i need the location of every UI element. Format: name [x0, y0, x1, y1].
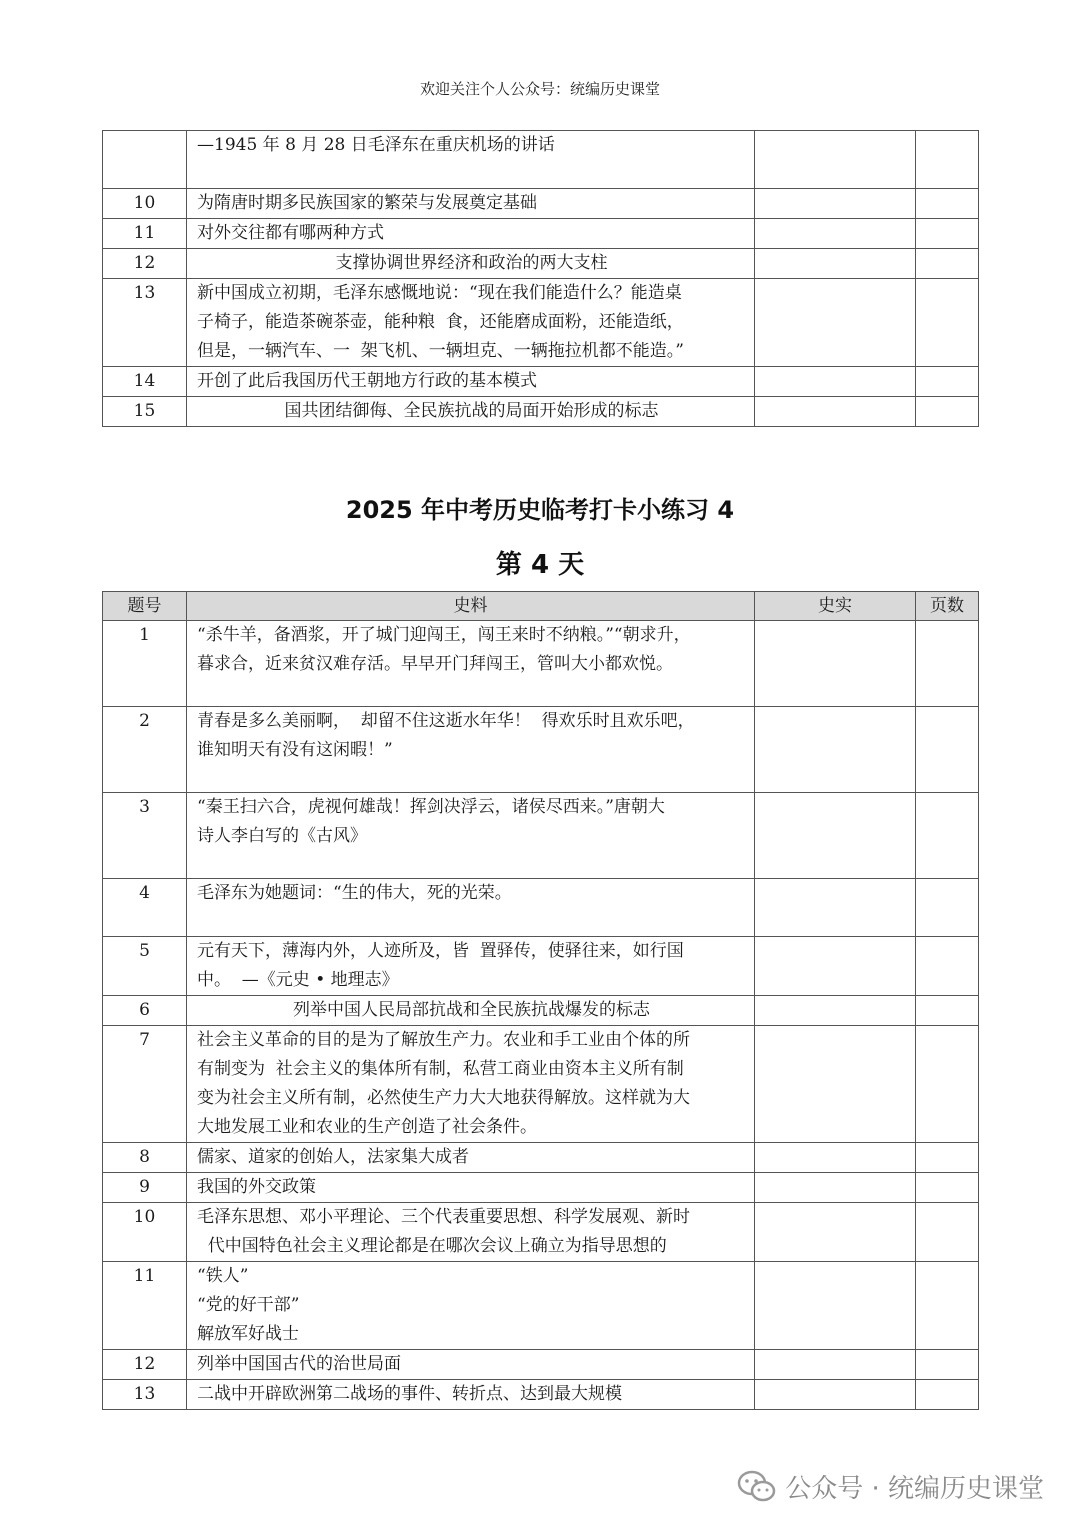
source-line: 我国的外交政策 — [197, 1177, 316, 1197]
page-cell[interactable] — [916, 249, 979, 279]
source-text — [187, 1203, 755, 1262]
source-text — [187, 621, 755, 707]
question-number: 4 — [103, 879, 187, 937]
bottom-table — [102, 591, 979, 1410]
page-cell[interactable] — [916, 131, 979, 189]
source-line: 为隋唐时期多民族国家的繁荣与发展奠定基础 — [197, 193, 537, 213]
source-line: 元有天下，薄海内外，人迹所及，皆 置驿传，使驿往来，如行国 — [197, 941, 684, 961]
source-line: 列举中国人民局部抗战和全民族抗战爆发的标志 — [293, 1000, 650, 1020]
fact-cell[interactable] — [755, 937, 916, 996]
table-row — [103, 1026, 979, 1143]
source-line: 新中国成立初期，毛泽东感慨地说：“现在我们能造什么？能造桌 — [197, 283, 682, 303]
table-row — [103, 367, 979, 397]
table-row — [103, 621, 979, 707]
question-number: 12 — [103, 1350, 187, 1380]
page-cell[interactable] — [916, 879, 979, 937]
source-line: 开创了此后我国历代王朝地方行政的基本模式 — [197, 371, 537, 391]
header-page: 页数 — [916, 592, 979, 621]
question-number: 10 — [103, 1203, 187, 1262]
question-number: 12 — [103, 249, 187, 279]
watermark — [737, 1468, 1044, 1505]
fact-cell[interactable] — [755, 219, 916, 249]
fact-cell[interactable] — [755, 1026, 916, 1143]
fact-cell[interactable] — [755, 1380, 916, 1410]
source-text — [187, 1143, 755, 1173]
table-row — [103, 1262, 979, 1350]
question-number: 11 — [103, 1262, 187, 1350]
page-cell[interactable] — [916, 279, 979, 367]
table-row — [103, 996, 979, 1026]
question-number: 2 — [103, 707, 187, 793]
fact-cell[interactable] — [755, 707, 916, 793]
source-line: “铁人” — [197, 1266, 249, 1286]
table-row — [103, 189, 979, 219]
source-line: 对外交往都有哪两种方式 — [197, 223, 384, 243]
fact-cell[interactable] — [755, 131, 916, 189]
question-number: 10 — [103, 189, 187, 219]
day-title: 第 4 天 — [495, 550, 585, 580]
question-number: 14 — [103, 367, 187, 397]
fact-cell[interactable] — [755, 621, 916, 707]
source-line: 毛泽东为她题词：“生的伟大，死的光荣。 — [197, 883, 512, 903]
source-text — [187, 279, 755, 367]
question-number: 5 — [103, 937, 187, 996]
fact-cell[interactable] — [755, 279, 916, 367]
source-line: 解放军好战士 — [197, 1324, 299, 1344]
header-row — [103, 592, 979, 621]
source-text — [187, 1350, 755, 1380]
page-cell[interactable] — [916, 707, 979, 793]
header-source: 史料 — [187, 592, 755, 621]
page-cell[interactable] — [916, 793, 979, 879]
table-row — [103, 879, 979, 937]
watermark-text: 公众号 · 统编历史课堂 — [785, 1474, 1044, 1504]
fact-cell[interactable] — [755, 1143, 916, 1173]
fact-cell[interactable] — [755, 189, 916, 219]
question-number: 7 — [103, 1026, 187, 1143]
source-line: 变为社会主义所有制，必然使生产力大大地获得解放。这样就为大 — [197, 1088, 690, 1108]
question-number: 1 — [103, 621, 187, 707]
source-text — [187, 219, 755, 249]
question-number: 13 — [103, 279, 187, 367]
source-text — [187, 131, 755, 189]
table-row — [103, 1380, 979, 1410]
question-number: 15 — [103, 397, 187, 427]
source-line: 谁知明天有没有这闲暇！” — [197, 740, 393, 760]
question-number: 9 — [103, 1173, 187, 1203]
source-text — [187, 1173, 755, 1203]
header-fact: 史实 — [755, 592, 916, 621]
source-line: —1945 年 8 月 28 日毛泽东在重庆机场的讲话 — [197, 135, 555, 155]
page-cell[interactable] — [916, 1143, 979, 1173]
wechat-icon — [737, 1470, 777, 1504]
top-table — [102, 130, 979, 427]
source-line: 代中国特色社会主义理论都是在哪次会议上确立为指导思想的 — [197, 1236, 667, 1256]
source-text — [187, 249, 755, 279]
page-header: 欢迎关注个人公众号：统编历史课堂 — [419, 80, 660, 98]
page-cell[interactable] — [916, 1350, 979, 1380]
source-line: 国共团结御侮、全民族抗战的局面开始形成的标志 — [284, 401, 659, 421]
fact-cell[interactable] — [755, 879, 916, 937]
source-text — [187, 879, 755, 937]
source-line: “秦王扫六合，虎视何雄哉！挥剑决浮云，诸侯尽西来。”唐朝大 — [197, 797, 665, 817]
source-line: 青春是多么美丽啊， 却留不住这逝水年华！ 得欢乐时且欢乐吧， — [197, 711, 695, 731]
table-row — [103, 707, 979, 793]
header-num: 题号 — [103, 592, 187, 621]
question-number: 8 — [103, 1143, 187, 1173]
fact-cell[interactable] — [755, 1203, 916, 1262]
page-cell[interactable] — [916, 1026, 979, 1143]
source-text — [187, 397, 755, 427]
fact-cell[interactable] — [755, 397, 916, 427]
source-line: 但是，一辆汽车、一 架飞机、一辆坦克、一辆拖拉机都不能造。” — [197, 341, 684, 361]
table-row — [103, 131, 979, 189]
page-cell[interactable] — [916, 1262, 979, 1350]
source-line: 儒家、道家的创始人，法家集大成者 — [197, 1147, 469, 1167]
page-cell[interactable] — [916, 621, 979, 707]
source-text — [187, 996, 755, 1026]
table-row — [103, 397, 979, 427]
source-text — [187, 1380, 755, 1410]
source-line: 二战中开辟欧洲第二战场的事件、转折点、达到最大规模 — [197, 1384, 622, 1404]
fact-cell[interactable] — [755, 249, 916, 279]
source-line: 诗人李白写的《古风》 — [197, 826, 367, 846]
source-text — [187, 1262, 755, 1350]
page-cell[interactable] — [916, 1380, 979, 1410]
source-line: 支撑协调世界经济和政治的两大支柱 — [335, 253, 608, 273]
source-line: 子椅子，能造茶碗茶壶，能种粮 食，还能磨成面粉，还能造纸， — [197, 312, 684, 332]
table-row — [103, 219, 979, 249]
fact-cell[interactable] — [755, 1350, 916, 1380]
source-line: 暮求合，近来贫汉难存活。早早开门拜闯王，管叫大小都欢悦。 — [197, 654, 673, 674]
source-text — [187, 937, 755, 996]
source-line: 社会主义革命的目的是为了解放生产力。农业和手工业由个体的所 — [197, 1030, 690, 1050]
page-cell[interactable] — [916, 189, 979, 219]
source-text — [187, 189, 755, 219]
source-line: 列举中国国古代的治世局面 — [197, 1354, 401, 1374]
table-row — [103, 249, 979, 279]
source-text — [187, 367, 755, 397]
page-cell[interactable] — [916, 397, 979, 427]
fact-cell[interactable] — [755, 367, 916, 397]
source-line: “党的好干部” — [197, 1295, 300, 1315]
page-cell[interactable] — [916, 996, 979, 1026]
question-number: 3 — [103, 793, 187, 879]
page-cell[interactable] — [916, 219, 979, 249]
fact-cell[interactable] — [755, 793, 916, 879]
source-line: 毛泽东思想、邓小平理论、三个代表重要思想、科学发展观、新时 — [197, 1207, 690, 1227]
source-line: “杀牛羊，备酒浆，开了城门迎闯王，闯王来时不纳粮。”“朝求升， — [197, 625, 691, 645]
table-row — [103, 1143, 979, 1173]
source-line: 有制变为 社会主义的集体所有制，私营工商业由资本主义所有制 — [197, 1059, 684, 1079]
question-number: 13 — [103, 1380, 187, 1410]
table-row — [103, 793, 979, 879]
main-title: 2025 年中考历史临考打卡小练习 4 — [345, 496, 735, 524]
source-text — [187, 707, 755, 793]
table-row — [103, 1350, 979, 1380]
fact-cell[interactable] — [755, 1173, 916, 1203]
question-number: 6 — [103, 996, 187, 1026]
question-number: 11 — [103, 219, 187, 249]
source-line: 中。 —《元史 • 地理志》 — [197, 970, 399, 990]
fact-cell[interactable] — [755, 1262, 916, 1350]
fact-cell[interactable] — [755, 996, 916, 1026]
table-row — [103, 279, 979, 367]
table-row — [103, 1173, 979, 1203]
page-cell[interactable] — [916, 937, 979, 996]
page-cell[interactable] — [916, 367, 979, 397]
source-text — [187, 1026, 755, 1143]
table-row — [103, 937, 979, 996]
source-line: 大地发展工业和农业的生产创造了社会条件。 — [197, 1117, 537, 1137]
page-cell[interactable] — [916, 1173, 979, 1203]
page-cell[interactable] — [916, 1203, 979, 1262]
question-number — [103, 131, 187, 189]
source-text — [187, 793, 755, 879]
table-row — [103, 1203, 979, 1262]
